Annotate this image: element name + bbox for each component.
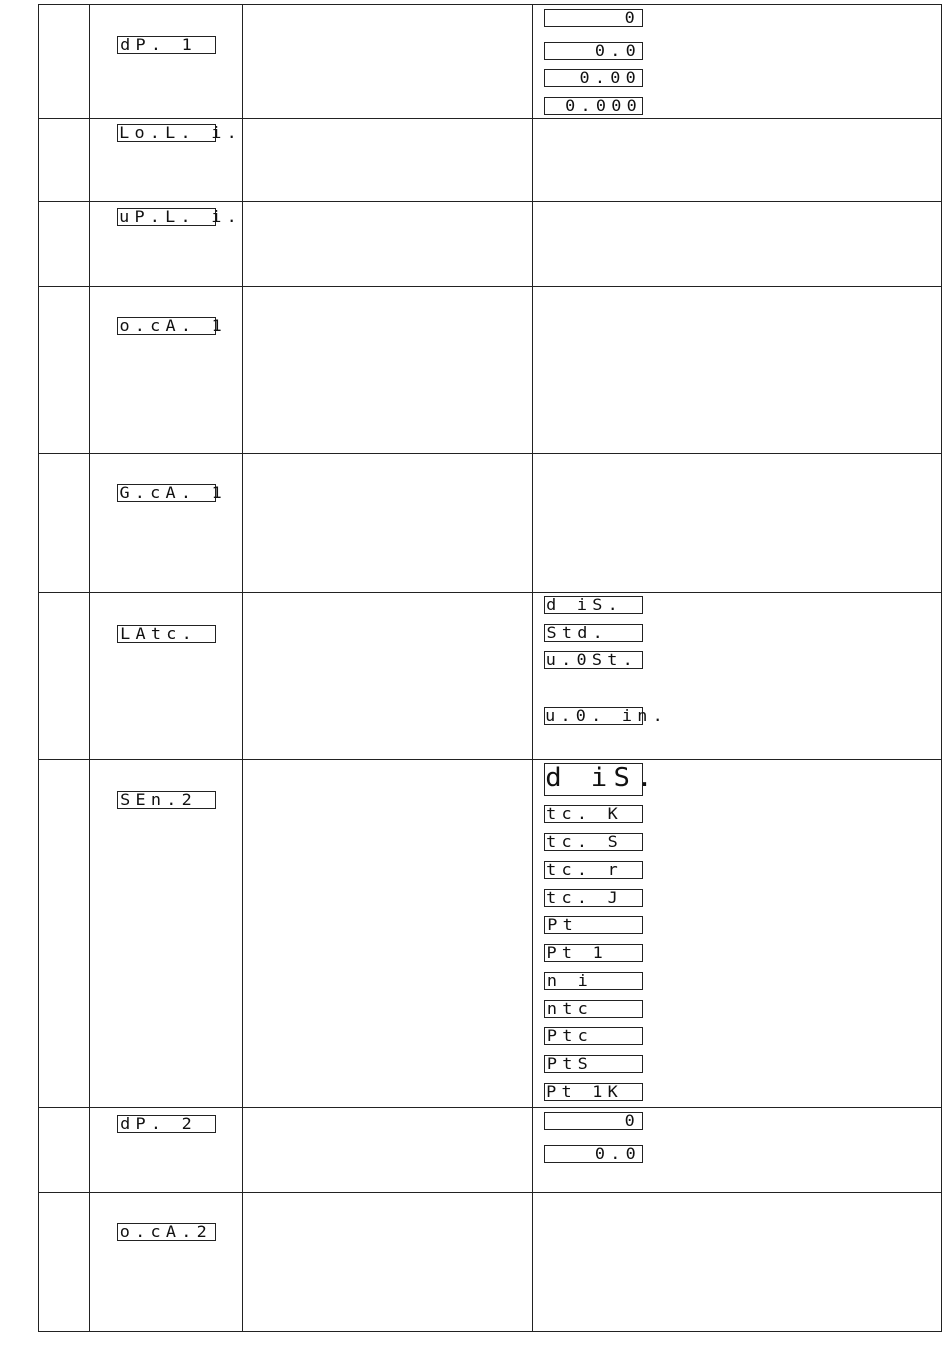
parameter-code-display: [117, 316, 227, 335]
option-value: 0.0: [594, 1144, 642, 1163]
option-display: [544, 624, 643, 642]
row-divider: [39, 286, 941, 287]
option-value: 0.000: [564, 96, 642, 115]
option-value: tc. K: [546, 804, 624, 823]
parameter-code-display: [117, 36, 216, 54]
parameter-code: LAtc.: [120, 624, 198, 643]
row-divider: [39, 1107, 941, 1108]
option-value: tc. r: [546, 860, 624, 879]
parameter-code-display: [117, 207, 242, 226]
option-display: [544, 1112, 643, 1130]
option-value: Std.: [546, 623, 608, 642]
option-display: [544, 916, 643, 934]
option-display: [544, 596, 643, 614]
option-value: Pt 1K: [546, 1082, 624, 1101]
option-display: [544, 889, 643, 907]
row-divider: [39, 759, 941, 760]
parameter-code: dP. 1: [120, 35, 198, 54]
option-value: 0: [624, 1111, 641, 1130]
option-value: d iS.: [545, 763, 659, 793]
parameter-code: o.cA. 1: [119, 316, 227, 335]
parameter-table: [38, 4, 942, 1332]
row-divider: [39, 592, 941, 593]
option-display: [544, 69, 643, 87]
row-divider: [39, 201, 941, 202]
parameter-code-display: [117, 123, 242, 142]
option-display: [544, 1027, 643, 1045]
column-divider: [242, 5, 243, 1331]
option-display: [544, 763, 659, 796]
option-display: [544, 651, 643, 669]
option-value: Pt 1: [546, 943, 608, 962]
option-display: [544, 944, 643, 962]
option-display: [544, 706, 668, 725]
column-divider: [89, 5, 90, 1331]
option-value: 0.00: [580, 68, 642, 87]
parameter-code: o.cA.2: [119, 1222, 212, 1241]
option-value: 0.0: [594, 41, 642, 60]
option-display: [544, 1083, 643, 1101]
parameter-code: SEn.2: [120, 790, 198, 809]
option-display: [544, 9, 643, 27]
parameter-code: Lo.L. i.: [119, 123, 242, 142]
parameter-code-display: [117, 791, 216, 809]
option-value: u.0. in.: [545, 706, 668, 725]
parameter-code-display: [117, 1115, 216, 1133]
parameter-code-display: [117, 483, 227, 502]
parameter-code-display: [117, 625, 216, 643]
option-value: d iS.: [546, 595, 624, 614]
column-divider: [532, 5, 533, 1331]
option-value: n i: [546, 971, 594, 990]
option-value: tc. S: [546, 832, 624, 851]
option-display: [544, 42, 643, 60]
option-display: [544, 1055, 643, 1073]
parameter-code: G.cA. 1: [119, 483, 227, 502]
option-display: [544, 1145, 643, 1163]
option-value: Ptc: [546, 1026, 594, 1045]
option-value: PtS: [546, 1054, 594, 1073]
option-display: [544, 833, 643, 851]
option-display: [544, 1000, 643, 1018]
row-divider: [39, 453, 941, 454]
option-value: tc. J: [546, 888, 624, 907]
option-display: [544, 861, 643, 879]
option-value: Pt: [547, 915, 578, 934]
option-display: [544, 97, 643, 115]
row-divider: [39, 118, 941, 119]
option-display: [544, 805, 643, 823]
option-value: ntc: [546, 999, 594, 1018]
row-divider: [39, 1192, 941, 1193]
option-value: u.0St.: [545, 650, 638, 669]
parameter-code: dP. 2: [120, 1114, 198, 1133]
parameter-code-display: [117, 1223, 216, 1241]
option-value: 0: [624, 8, 641, 27]
option-display: [544, 972, 643, 990]
parameter-code: uP.L. i.: [119, 207, 242, 226]
